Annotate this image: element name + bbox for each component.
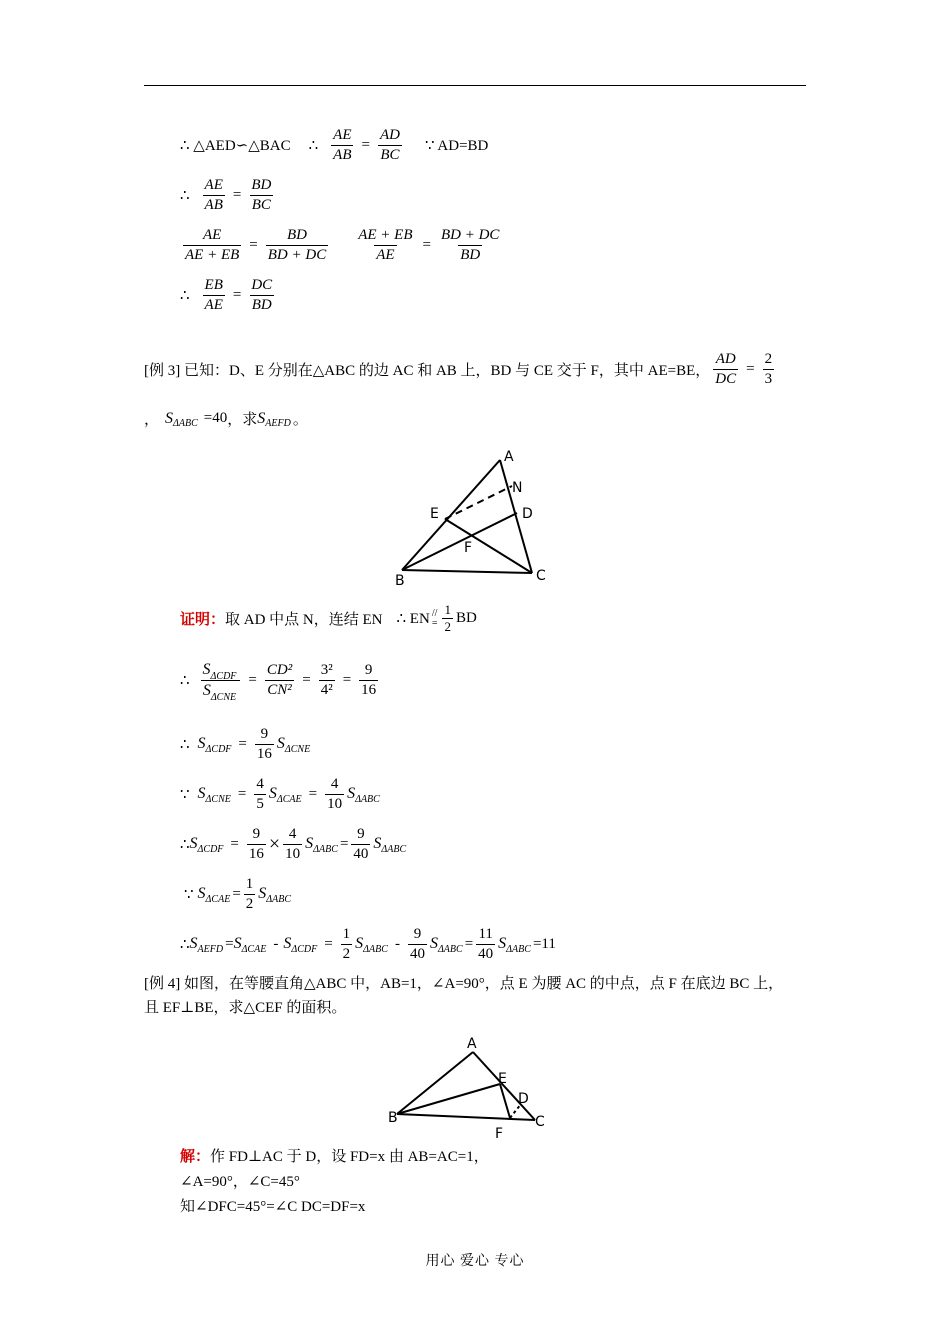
page-footer: 用心 爱心 专心 xyxy=(425,1254,525,1269)
solution-label: 解： xyxy=(180,1149,211,1165)
proof-line-2: ∴ $\frac{AE}{AB}$ = $\frac{BD}{BC}$ xyxy=(180,177,272,213)
fraction: $\frac{9}{40}$ xyxy=(353,826,369,862)
fraction: $\frac{4}{10}$ xyxy=(285,826,301,862)
solution-line-3: 知∠DFC=45°=∠C DC=DF=x xyxy=(180,1198,366,1215)
similar-statement: ∴ △AED∽△BAC xyxy=(180,137,291,154)
because-symbol: ∵ xyxy=(180,786,190,803)
therefore-symbol: ∴ xyxy=(180,673,190,689)
area-symbol: S xyxy=(165,409,174,427)
fraction: $\frac{2}{3}$ xyxy=(764,351,773,387)
therefore-symbol: ∴ xyxy=(180,836,190,853)
proof3-row-2: ∴ S ΔCDF = $\frac{9}{16}$ S ΔCNE xyxy=(180,726,311,762)
proof-line-3: $\frac{AE}{AE + EB}$ = $\frac{BD}{BD + DC}$ $\frac{AE + EB}{AE}$ = $\frac{BD + DC}{BD}$ xyxy=(185,227,500,263)
therefore-symbol: ∴ xyxy=(180,287,190,304)
fraction: $\frac{BD}{BD + DC}$ xyxy=(267,227,327,263)
solution-line-1: 作 FD⊥AC 于 D，设 FD=x 由 AB=AC=1， xyxy=(210,1149,489,1165)
result-tail: =11 xyxy=(532,935,556,952)
label-n: N xyxy=(512,480,523,496)
example3-statement-2 xyxy=(144,408,308,429)
fraction: $\frac{1}{2}$ xyxy=(342,926,351,962)
proof-text: 取 AD 中点 N，连结 EN xyxy=(225,612,383,629)
fraction: $\frac{AE}{AB}$ xyxy=(333,127,352,163)
solution-line-2: ∠A=90°，∠C=45° xyxy=(180,1173,300,1190)
label-e: E xyxy=(498,1071,507,1087)
fraction: $\frac{4}{5}$ xyxy=(256,776,264,812)
fraction: $\frac{S_{\Delta CDF}}{S_{\Delta CNE}}$ xyxy=(201,660,241,701)
example4-statement xyxy=(144,972,814,1020)
fraction: $\frac{11}{40}$ xyxy=(478,926,494,962)
because-statement: ∵ AD=BD xyxy=(424,137,489,154)
subscript: AEFD xyxy=(265,418,291,429)
proof3-heading xyxy=(180,602,477,636)
fraction: $\frac{AE}{AB}$ xyxy=(204,177,223,213)
fraction: $\frac{AD}{DC}$ xyxy=(715,351,737,387)
fraction: $\frac{1}{2}$ xyxy=(444,602,451,635)
fraction: $\frac{EB}{AE}$ xyxy=(204,277,223,313)
label-d: D xyxy=(522,506,533,522)
label-f: F xyxy=(495,1126,504,1142)
fraction: $\frac{\text{CD²}}{\text{CN²}}$ xyxy=(266,662,293,698)
proof-line-4: ∴ $\frac{EB}{AE}$ = $\frac{DC}{BD}$ xyxy=(180,277,273,313)
therefore-symbol: ∴ xyxy=(180,936,190,953)
fraction: $\frac{9}{40}$ xyxy=(409,926,425,962)
comma: ， xyxy=(144,412,160,428)
label-a: A xyxy=(504,449,514,465)
therefore-symbol: ∴ xyxy=(180,187,190,204)
fraction: $\frac{9}{16}$ xyxy=(361,662,377,698)
label-b: B xyxy=(395,573,405,589)
proof-line-1: ∴ △AED∽△BAC ∴ $\frac{AE}{AB}$ = $\frac{AD}{BC}$ ∵ AD=BD xyxy=(180,127,489,163)
example4-line-2: 且 EF⊥BE，求△CEF 的面积。 xyxy=(144,1000,347,1016)
times-symbol: × xyxy=(268,832,281,855)
header-rule xyxy=(144,85,806,86)
label-c: C xyxy=(536,568,546,584)
example3-text: [例 3] 已知：D、E 分别在△ABC 的边 AC 和 AB 上，BD 与 CE 交于 F，其中 AE=BE， xyxy=(144,362,711,379)
area-value: =40 xyxy=(203,410,228,426)
label-a: A xyxy=(467,1036,477,1052)
fraction: $\frac{AD}{BC}$ xyxy=(379,127,400,163)
label-d: D xyxy=(518,1091,529,1107)
label-e: E xyxy=(430,506,439,522)
proof3-row-4: ∴ S ΔCDF = $\frac{9}{16}$ × $\frac{4}{10}$ S ΔABC = $\frac{9}{40}$ S ΔABC xyxy=(180,826,407,862)
example3-statement: [例 3] 已知：D、E 分别在△ABC 的边 AC 和 AB 上，BD 与 CE 交于 F，其中 AE=BE， $\frac{AD}{DC}$ = $\frac{2}{3}$ xyxy=(144,351,773,387)
fraction: $\frac{BD}{BC}$ xyxy=(251,177,272,213)
fraction: $\frac{DC}{BD}$ xyxy=(251,277,273,313)
subscript: ΔABC xyxy=(173,418,198,429)
fraction: $\frac{AE + EB}{AE}$ xyxy=(358,227,413,263)
solution4 xyxy=(180,1145,850,1219)
proof3-row-3: ∵ S ΔCNE = $\frac{4}{5}$ S ΔCAE = $\frac{4}{10}$ S ΔABC xyxy=(180,776,380,812)
triangle-figure-2 xyxy=(385,1030,555,1145)
proof3-row-5: ∵ S ΔCAE = $\frac{1}{2}$ S ΔABC xyxy=(184,876,292,912)
therefore-symbol: ∴ xyxy=(308,137,319,154)
fraction: $\frac{9}{16}$ xyxy=(248,826,264,862)
parallel-equal-symbol: // = xyxy=(431,607,438,629)
label-c: C xyxy=(535,1114,545,1130)
period: 。 xyxy=(292,412,308,428)
proof3-row-1: ∴ $\frac{S_{\Delta CDF}}{S_{\Delta CNE}}$ = $\frac{\text{CD²}}{\text{CN²}}$ = $\frac{\text{3²}}{\text{4²}}$ = $\frac{9}{16}$ xyxy=(180,661,377,703)
bd-text: BD xyxy=(455,610,477,627)
proof-label: 证明： xyxy=(180,612,226,629)
because-symbol: ∵ xyxy=(184,886,194,903)
triangle-figure-1 xyxy=(390,445,560,590)
area-symbol: S xyxy=(257,409,266,427)
fraction: $\frac{\text{3²}}{\text{4²}}$ xyxy=(320,662,333,698)
therefore-statement: ∴ EN xyxy=(396,611,430,628)
therefore-symbol: ∴ xyxy=(180,736,190,753)
fraction: $\frac{9}{16}$ xyxy=(256,726,272,762)
fraction: $\frac{AE}{AE + EB}$ xyxy=(185,227,240,263)
label-f: F xyxy=(464,540,473,556)
fraction: $\frac{1}{2}$ xyxy=(245,876,254,912)
example4-line-1: [例 4] 如图，在等腰直角△ABC 中，AB=1，∠A=90°，点 E 为腰 AC 的中点，点 F 在底边 BC 上， xyxy=(144,976,784,992)
proof3-row-6: ∴ S AEFD = S ΔCAE - S ΔCDF = $\frac{1}{2}$ S ΔABC - $\frac{9}{40}$ S ΔABC = $\frac{11}{40}$ S ΔABC =11 xyxy=(180,926,556,962)
fraction: $\frac{4}{10}$ xyxy=(327,776,343,812)
fraction: $\frac{BD + DC}{BD}$ xyxy=(440,227,500,263)
ask-text: ，求 xyxy=(227,412,258,428)
label-b: B xyxy=(388,1110,398,1126)
